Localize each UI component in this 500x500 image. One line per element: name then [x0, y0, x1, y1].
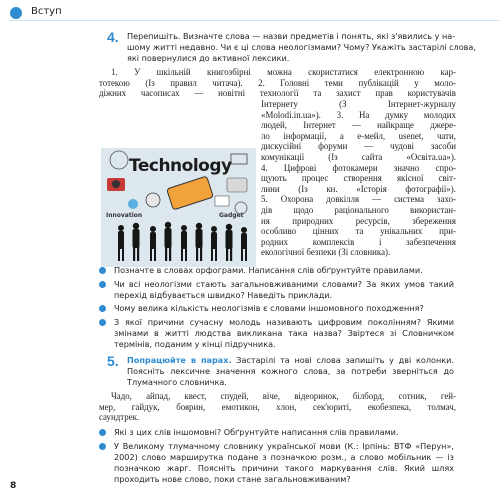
question-text: Які з цих слів іншомовні? Обґрунтуйте написання слів правилами.: [114, 427, 399, 437]
text-line: 4. Цифрові фотокамери значно спро-: [261, 162, 456, 173]
text-line: щують процес створення якісної світ-: [261, 173, 456, 184]
chapter-marker-icon: [10, 7, 22, 19]
text-line: родних комплексів і забезпечення: [261, 236, 456, 247]
text-line: комунікації (Із сайта «Освіта.ua»).: [261, 151, 456, 162]
text-line: ня природних ресурсів, збереження: [261, 215, 456, 226]
task-line: які повернулися до активної лексики.: [127, 53, 290, 63]
illustration-label-gadget: Gadget: [219, 212, 244, 219]
exercise-4-text-top: [99, 67, 456, 99]
question-text: З якої причини сучасну молодь називають цифровим поколінням? Якими змінами в житті людства викликана така назва? Звіртеся зі Словничком термінів, поданим у кінці підручника.: [114, 317, 454, 349]
text-line: екологічної безпеки (Зі словника).: [261, 247, 391, 258]
illustration-label-innovation: Innovation: [106, 212, 143, 219]
technology-illustration: [101, 148, 256, 267]
question-item: [99, 279, 454, 301]
chapter-title: Вступ: [31, 6, 62, 17]
words-line: саундтрек.: [99, 412, 140, 423]
exercise-5-words: [99, 391, 456, 423]
task-line: шому житті недавно. Чи є ці слова неологізмами? Чому? Укажіть застарілі слова,: [127, 42, 476, 52]
header-divider: [10, 20, 500, 21]
question-item: [99, 441, 454, 485]
text-line: «Molodi.in.ua»). 3. На думку молодих: [261, 109, 456, 120]
text-line: дискусійні форуми — чудові засоби: [261, 141, 456, 152]
exercise-4-text-right: [261, 99, 456, 258]
exercise-5-number: 5.: [107, 353, 119, 369]
question-text: Позначте в словах орфограми. Написання слів обґрунтуйте правилами.: [114, 265, 423, 275]
task-line: Перепишіть. Визначте слова — назви предметів і понять, які з'явились у на-: [127, 31, 456, 41]
illustration-title: Technology: [129, 156, 232, 176]
page-number: 8: [10, 481, 17, 491]
text-line: особливо цінних та унікальних при-: [261, 226, 456, 237]
exercise-5-task-text: Застарілі та нові слова запишіть у дві колонки. Поясніть лексичне значення кожного слова, за потреби зверніться до Тлумачного словничка.: [127, 355, 454, 387]
question-item: [99, 303, 454, 314]
exercise-4-task: [127, 31, 476, 64]
question-item: [99, 427, 454, 438]
text-line: дів щодо раціонального використан-: [261, 204, 456, 215]
bullet-icon: [99, 319, 106, 326]
bullet-icon: [99, 443, 106, 450]
exercise-4-number: 4.: [107, 29, 119, 45]
text-line: людей, Інтернет — найкраще джере-: [261, 120, 456, 131]
text-line: Інтернету (З Інтернет-журналу: [261, 99, 456, 109]
text-line: 1. У шкільній книгозбірні можна скористатися електронною кар-: [111, 67, 456, 77]
bullet-icon: [99, 305, 106, 312]
text-line: ло інформації, а е-мейл, usenet, чати,: [261, 130, 456, 141]
question-item: [99, 265, 454, 276]
text-line: діжних часописах — новітні технології та захист прав користувачів: [99, 88, 456, 99]
question-text: У Великому тлумачному словнику української мови (К.: Ірпінь: ВТФ «Перун», 2002) слово марширутка подане з позначкою розм., а слово мобільник — із позначкою жарг. Поясніть причини такого маркування слів. Який шлях проходить нове слово, поки стане загальновживаним?: [114, 441, 454, 484]
text-line: 5. Охорона довкілля — система захо-: [261, 194, 456, 205]
words-line: Чадо, айпад, квест, спудей, віче, відеоринок, білборд, сотник, гей-: [111, 391, 456, 401]
bullet-icon: [99, 281, 106, 288]
question-item: [99, 317, 454, 350]
bullet-icon: [99, 267, 106, 274]
text-line: тотекою (Із правил читача). 2. Головні теми публікацій у моло-: [99, 77, 456, 88]
question-text: Чому велика кількість неологізмів є словами іншомовного походження?: [114, 303, 424, 313]
question-text: Чи всі неологізми стають загальновживаними словами? За яких умов такий перехід відбувається швидко? Наведіть приклади.: [114, 279, 454, 300]
exercise-5-task: [127, 355, 454, 388]
words-line: мер, гайдук, боярин, емотикон, хлон, сек'юриті, екобезпека, толмач,: [99, 401, 456, 412]
text-line: лини (Із кн. «Історія фотографії»).: [261, 183, 456, 194]
bullet-icon: [99, 429, 106, 436]
pair-work-label: Попрацюйте в парах.: [127, 355, 232, 365]
